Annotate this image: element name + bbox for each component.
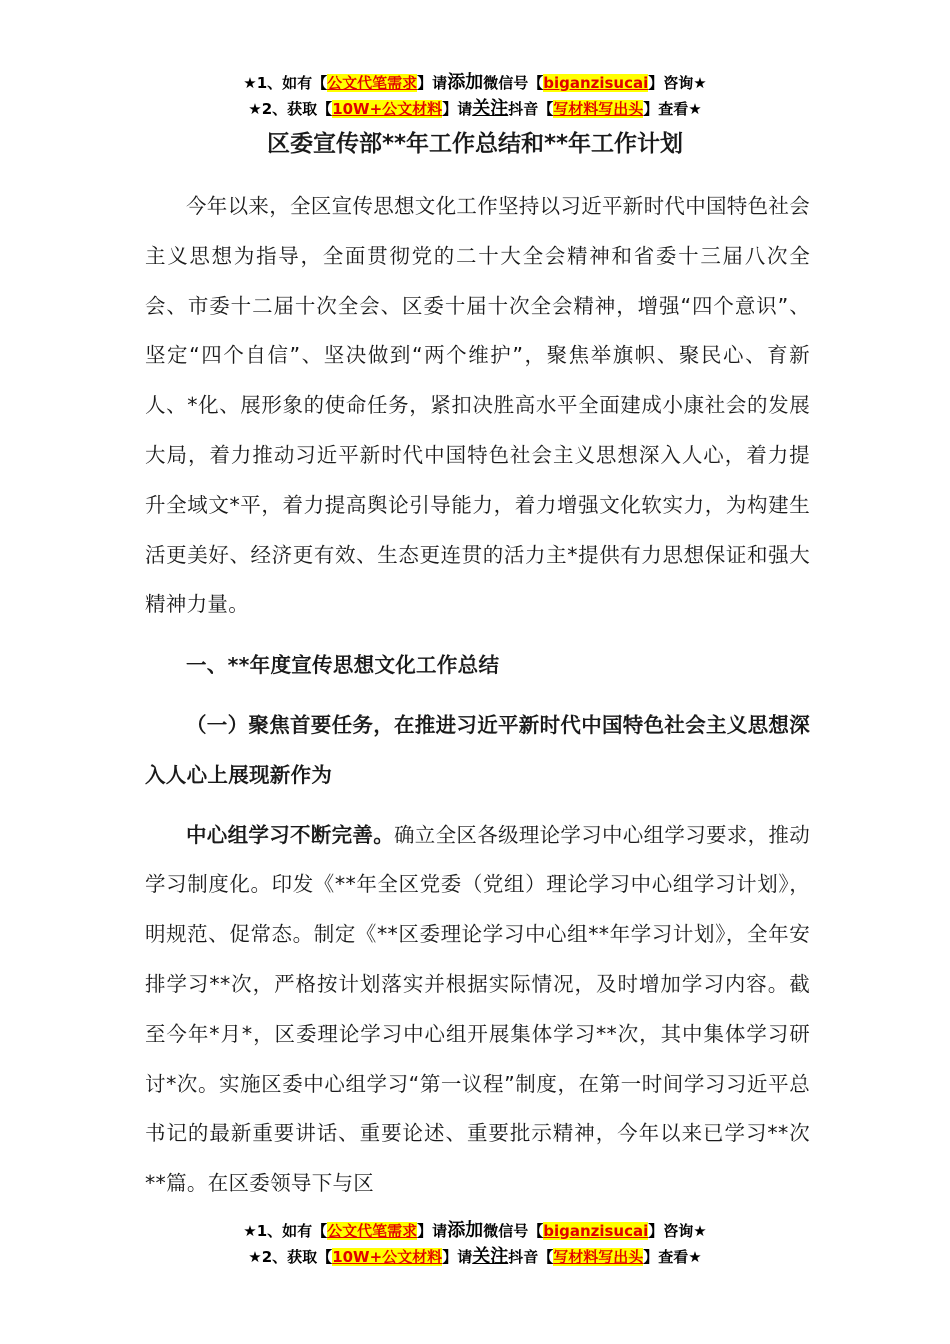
douyin-id: 写材料写出头 <box>553 100 644 118</box>
document-title: 区委宣传部**年工作总结和**年工作计划 <box>266 131 684 157</box>
douyin-id: 写材料写出头 <box>553 1248 644 1266</box>
banner-highlight: 公文代笔需求 <box>327 74 418 92</box>
banner-line-2: ★2、获取【10W+公文材料】请关注抖音【写材料写出头】查看★ <box>248 98 702 119</box>
subsection-heading: （一）聚焦首要任务，在推进习近平新时代中国特色社会主义思想深入人心上展现新作为 <box>145 712 810 787</box>
document-body <box>145 182 810 1209</box>
paragraph-lead: 中心组学习不断完善。 <box>186 822 394 847</box>
banner-highlight: 公文代笔需求 <box>327 1222 418 1240</box>
paragraph-text: 确立全区各级理论学习中心组学习要求，推动学习制度化。印发《**年全区党委（党组）理论学习中心组学习计划》，明规范、促常态。制定《**区委理论学习中心组**年学习计划》，全年安排学习**次，严格按计划落实并根据实际情况，及时增加学习内容。截至今年*月*，区委理论学习中心组开展集体学习**次，其中集体学习研讨*次。实施区委中心组学习“第一议程”制度，在第一时间学习习近平总书记的最新重要讲话、重要论述、重要批示精神，今年以来已学习**次**篇。在区委领导下与区 <box>145 822 810 1196</box>
banner-highlight: 10W+公文材料 <box>332 1248 443 1266</box>
banner-highlight: 10W+公文材料 <box>332 100 443 118</box>
intro-paragraph: 今年以来，全区宣传思想文化工作坚持以习近平新时代中国特色社会主义思想为指导，全面贯彻党的二十大全会精神和省委十三届八次全会、市委十二届十次全会、区委十届十次全会精神，增强“四个意识”、坚定“四个自信”、坚决做到“两个维护”，聚焦举旗帜、聚民心、育新人、*化、展形象的使命任务，紧扣决胜高水平全面建成小康社会的发展大局，着力推动习近平新时代中国特色社会主义思想深入人心，着力提升全域文*平，着力提高舆论引导能力，着力增强文化软实力，为构建生活更美好、经济更有效、生态更连贯的活力主*提供有力思想保证和强大精神力量。 <box>145 194 810 617</box>
banner-line-1: ★1、如有【公文代笔需求】请添加微信号【biganzisucai】咨询★ <box>243 1220 707 1241</box>
wechat-id: biganzisucai <box>543 74 649 92</box>
top-banner <box>0 70 950 122</box>
banner-line-2: ★2、获取【10W+公文材料】请关注抖音【写材料写出头】查看★ <box>248 1246 702 1267</box>
body-paragraph <box>145 811 810 1209</box>
banner-line-1: ★1、如有【公文代笔需求】请添加微信号【biganzisucai】咨询★ <box>243 72 707 93</box>
section-heading: 一、**年度宣传思想文化工作总结 <box>186 653 500 678</box>
bottom-banner <box>0 1218 950 1270</box>
wechat-id: biganzisucai <box>543 1222 649 1240</box>
